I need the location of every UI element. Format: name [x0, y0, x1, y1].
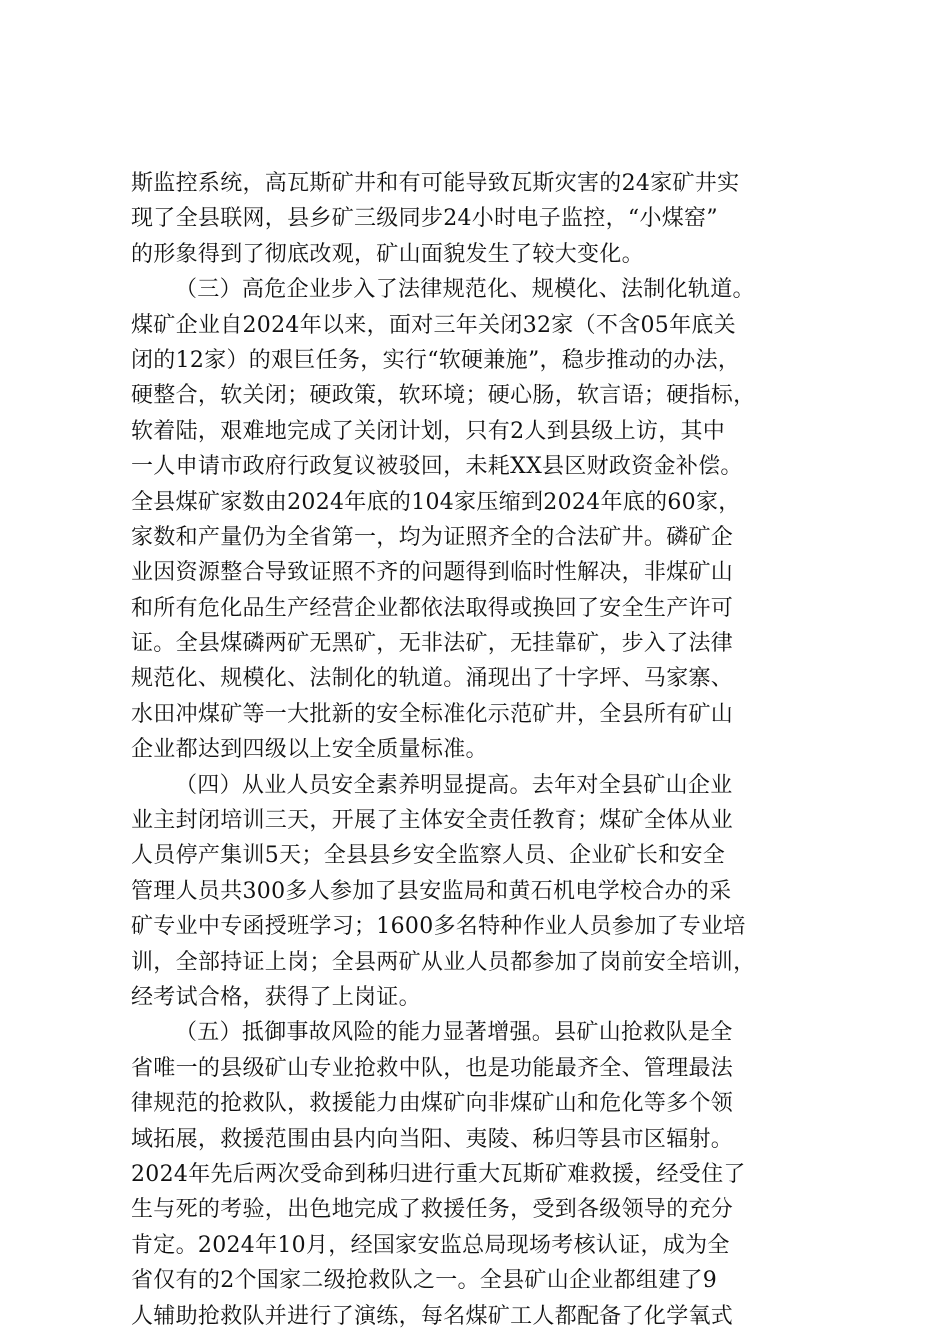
text-line: 证。全县煤磷两矿无黑矿，无非法矿，无挂靠矿，步入了法律 — [131, 631, 734, 657]
text-line: 的形象得到了彻底改观，矿山面貌发生了较大变化。 — [131, 241, 644, 267]
section-heading-4: （四）从业人员安全素养明显提高。去年对全县矿山企业 — [175, 772, 733, 798]
document-body — [131, 166, 821, 1334]
text-line: 人员停产集训5天；全县县乡安全监察人员、企业矿长和安全 — [131, 843, 726, 869]
text-line: 企业都达到四级以上安全质量标准。 — [131, 737, 488, 763]
text-line: 经考试合格，获得了上岗证。 — [131, 984, 421, 1010]
text-line: 管理人员共300多人参加了县安监局和黄石机电学校合办的采 — [131, 878, 732, 904]
text-line: 现了全县联网，县乡矿三级同步24小时电子监控，“小煤窑” — [131, 206, 718, 232]
text-line: 业因资源整合导致证照不齐的问题得到临时性解决，非煤矿山 — [131, 560, 734, 586]
text-line: 闭的12家）的艰巨任务，实行“软硬兼施”，稳步推动的办法， — [131, 347, 741, 373]
section-heading-3: （三）高危企业步入了法律规范化、规模化、法制化轨道。 — [175, 277, 755, 303]
text-line: 家数和产量仍为全省第一，均为证照齐全的合法矿井。磷矿企 — [131, 524, 734, 550]
text-line: 2024年先后两次受命到秭归进行重大瓦斯矿难救援，经受住了 — [131, 1161, 746, 1187]
text-line: 和所有危化品生产经营企业都依法取得或换回了安全生产许可 — [131, 595, 734, 621]
text-line: 肯定。2024年10月，经国家安监总局现场考核认证，成为全 — [131, 1232, 730, 1258]
text-line: 全县煤矿家数由2024年底的104家压缩到2024年底的60家， — [131, 489, 741, 515]
text-line: 生与死的考验，出色地完成了救援任务，受到各级领导的充分 — [131, 1197, 734, 1223]
text-line: 业主封闭培训三天，开展了主体安全责任教育；煤矿全体从业 — [131, 808, 734, 834]
text-line: 水田冲煤矿等一大批新的安全标准化示范矿井，全县所有矿山 — [131, 701, 734, 727]
text-line: 律规范的抢救队，救援能力由煤矿向非煤矿山和危化等多个领 — [131, 1091, 734, 1117]
text-line: 硬整合，软关闭；硬政策，软环境；硬心肠，软言语；硬指标， — [131, 383, 756, 409]
text-line: 斯监控系统，高瓦斯矿井和有可能导致瓦斯灾害的24家矿井实 — [131, 171, 740, 196]
text-line: 人辅助抢救队并进行了演练，每名煤矿工人都配备了化学氧式 — [131, 1303, 734, 1329]
text-line: 软着陆，艰难地完成了关闭计划，只有2人到县级上访，其中 — [131, 418, 726, 444]
text-line: 规范化、规模化、法制化的轨道。涌现出了十字坪、马家寨、 — [131, 666, 734, 692]
text-line: 矿专业中专函授班学习；1600多名特种作业人员参加了专业培 — [131, 914, 746, 940]
text-line: 省唯一的县级矿山专业抢救中队，也是功能最齐全、管理最法 — [131, 1055, 734, 1081]
text-line: 训，全部持证上岗；全县两矿从业人员都参加了岗前安全培训， — [131, 949, 756, 975]
text-line: 一人申请市政府行政复议被驳回，未耗XX县区财政资金补偿。 — [131, 454, 743, 480]
text-line: 省仅有的2个国家二级抢救队之一。全县矿山企业都组建了9 — [131, 1268, 718, 1294]
section-heading-5: （五）抵御事故风险的能力显著增强。县矿山抢救队是全 — [175, 1020, 733, 1046]
text-line: 煤矿企业自2024年以来，面对三年关闭32家（不含05年底关 — [131, 312, 736, 338]
text-line: 域拓展，救援范围由县内向当阳、夷陵、秭归等县市区辐射。 — [131, 1126, 734, 1152]
